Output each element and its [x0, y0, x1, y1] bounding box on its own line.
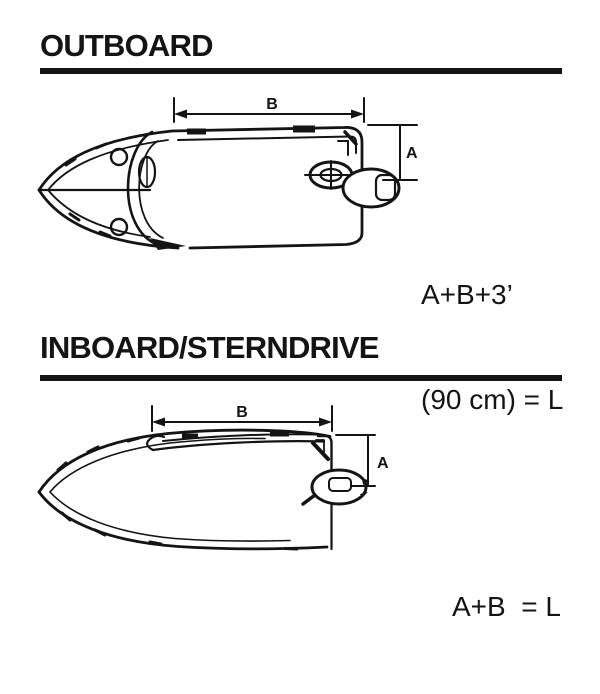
dimension-a-label: A: [406, 145, 418, 162]
hull-seam-dashes: [58, 438, 297, 549]
arrow-left-icon: [174, 110, 187, 119]
arrow-right-icon: [319, 418, 332, 427]
outboard-formula: [421, 207, 563, 487]
dimension-b-outboard: [174, 96, 364, 122]
stern-cleat: [270, 431, 289, 437]
stern-cleat: [293, 126, 315, 133]
dimension-b-inboard: [152, 404, 332, 431]
bow-outline-bottom: [39, 190, 178, 248]
outboard-formula-line2: (90 cm) = L: [421, 384, 564, 415]
section-rule-inboard: [40, 375, 562, 381]
outboard-motor: [305, 161, 399, 207]
dimension-b-label: B: [236, 404, 248, 421]
bow-cleat: [187, 129, 206, 135]
dimension-b-label: B: [266, 96, 278, 113]
transom-corner-brace: [313, 443, 328, 459]
section-rule-outboard: [40, 68, 562, 74]
section-title-inboard: INBOARD/STERNDRIVE: [40, 330, 379, 365]
outboard-formula-line1: A+B+3’: [421, 279, 513, 310]
cockpit-step-wedge: [150, 238, 186, 250]
inboard-boat-diagram: [0, 395, 420, 585]
deck-fitting-top: [111, 149, 127, 165]
arrow-left-icon: [152, 418, 165, 427]
section-title-outboard: OUTBOARD: [40, 28, 213, 63]
sterndrive-unit: [303, 470, 369, 549]
inboard-formula: [452, 519, 561, 694]
hull-inner-bottom: [50, 492, 290, 541]
outdrive-fin: [303, 495, 315, 504]
inboard-deck-band: [147, 431, 331, 471]
gunwale-rail-line: [178, 137, 356, 154]
dimension-a-label: A: [377, 455, 389, 472]
inboard-hull: [39, 430, 330, 549]
transom-corner-lines: [338, 141, 348, 155]
outboard-boat-diagram: [0, 85, 420, 270]
arrow-right-icon: [351, 110, 364, 119]
bow-inner-bottom: [48, 190, 150, 237]
windshield-outer: [128, 132, 158, 245]
hull-inner-top: [50, 438, 265, 492]
inboard-formula-line1: A+B = L: [452, 591, 561, 622]
bow-cleat: [182, 434, 198, 440]
outboard-bow: [39, 131, 178, 248]
deck-fitting-bottom: [111, 219, 127, 235]
